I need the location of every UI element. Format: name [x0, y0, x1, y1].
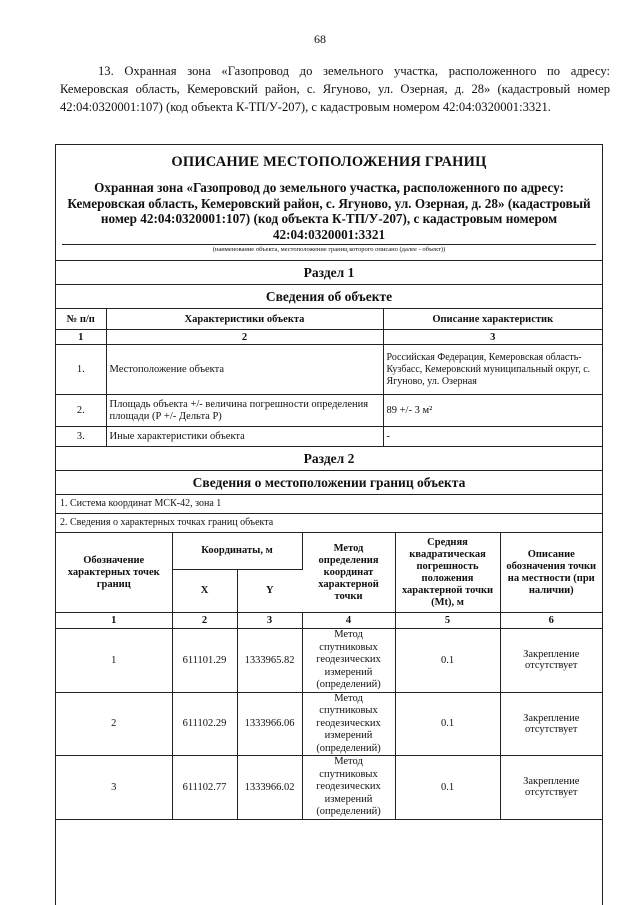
- table-row: [56, 692, 602, 756]
- row-number: 3.: [56, 427, 106, 447]
- column-header-x: X: [172, 570, 237, 613]
- column-header-accuracy: Средняя квадратическая погрешность положения характерной точки (Mt), м: [395, 533, 500, 613]
- object-info-table: [56, 308, 602, 447]
- column-number: 1: [56, 330, 106, 345]
- row-number: 2.: [56, 395, 106, 427]
- row-description: Российская Федерация, Кемеровская область-Кузбасс, Кемеровский муниципальный округ, с. Ягуново, ул. Озерная: [383, 345, 602, 395]
- column-number: 5: [395, 613, 500, 629]
- column-number: 2: [106, 330, 383, 345]
- form-header: [56, 145, 602, 260]
- section2-subtitle: Сведения о местоположении границ объекта: [56, 470, 602, 494]
- point-y: 1333965.82: [237, 629, 302, 693]
- row-characteristic: Иные характеристики объекта: [106, 427, 383, 447]
- row-description: -: [383, 427, 602, 447]
- point-description: Закрепление отсутствует: [500, 629, 602, 693]
- column-header-coordinates: Координаты, м: [172, 533, 302, 570]
- point-id: 3: [56, 756, 172, 820]
- intro-paragraph: 13. Охранная зона «Газопровод до земельного участка, расположенного по адресу: Кемеровская область, Кемеровский район, с. Ягуново, ул. Озерная, д. 28» (кадастровый номер 42:04:0320001:107) (код объекта К-ТП/У-207), с кадастровым номером 42:04:0320001:3321.: [60, 64, 610, 114]
- section2-title: Раздел 2: [303, 451, 355, 466]
- boundary-points-table: [56, 532, 602, 820]
- column-number: 3: [237, 613, 302, 629]
- row-characteristic: Местоположение объекта: [106, 345, 383, 395]
- column-header-designation: Обозначение характерных точек границ: [56, 533, 172, 613]
- point-accuracy: 0.1: [395, 692, 500, 756]
- object-name: Охранная зона «Газопровод до земельного участка, расположенного по адресу: Кемеровская область, Кемеровский район, с. Ягуново, ул. Озерная, д. 28» (кадастровый номер 42:04:0320001:107) (код объекта К-ТП/У-207), с кадастровым номером 42:04:0320001:3321: [67, 180, 591, 242]
- point-id: 1: [56, 629, 172, 693]
- table-row: [56, 395, 602, 427]
- point-y: 1333966.06: [237, 692, 302, 756]
- point-description: Закрепление отсутствует: [500, 756, 602, 820]
- column-header-characteristic: Характеристики объекта: [106, 309, 383, 330]
- form-title: ОПИСАНИЕ МЕСТОПОЛОЖЕНИЯ ГРАНИЦ: [171, 154, 487, 170]
- boundary-description-form: [55, 144, 603, 905]
- column-number: 2: [172, 613, 237, 629]
- column-header-description: Описание характеристик: [383, 309, 602, 330]
- point-accuracy: 0.1: [395, 629, 500, 693]
- row-description: 89 +/- 3 м²: [383, 395, 602, 427]
- section1-subtitle: Сведения об объекте: [56, 284, 602, 308]
- section1-title: Раздел 1: [56, 260, 602, 284]
- page-number: 68: [314, 32, 326, 46]
- column-number: 3: [383, 330, 602, 345]
- column-number: 4: [302, 613, 395, 629]
- point-x: 611102.77: [172, 756, 237, 820]
- table-row: [56, 345, 602, 395]
- point-id: 2: [56, 692, 172, 756]
- table-row: [56, 629, 602, 693]
- point-method: Метод спутниковых геодезических измерений (определений): [302, 629, 395, 693]
- column-header-number: № п/п: [56, 309, 106, 330]
- point-x: 611101.29: [172, 629, 237, 693]
- point-accuracy: 0.1: [395, 756, 500, 820]
- table-row: [56, 427, 602, 447]
- column-number: 6: [500, 613, 602, 629]
- point-method: Метод спутниковых геодезических измерений (определений): [302, 692, 395, 756]
- point-y: 1333966.02: [237, 756, 302, 820]
- column-header-method: Метод определения координат характерной точки: [302, 533, 395, 613]
- coordinate-system: 1. Система координат МСК-42, зона 1: [56, 494, 602, 513]
- table-row: [56, 756, 602, 820]
- row-characteristic: Площадь объекта +/- величина погрешности определения площади (Р +/- Дельта Р): [106, 395, 383, 427]
- point-description: Закрепление отсутствует: [500, 692, 602, 756]
- row-number: 1.: [56, 345, 106, 395]
- point-method: Метод спутниковых геодезических измерений (определений): [302, 756, 395, 820]
- column-number: 1: [56, 613, 172, 629]
- object-name-caption: (наименование объекта, местоположение границ которого описано (далее - объект)): [62, 244, 596, 260]
- points-caption: 2. Сведения о характерных точках границ объекта: [56, 513, 602, 532]
- column-header-point-description: Описание обозначения точки на местности (при наличии): [500, 533, 602, 613]
- column-header-y: Y: [237, 570, 302, 613]
- point-x: 611102.29: [172, 692, 237, 756]
